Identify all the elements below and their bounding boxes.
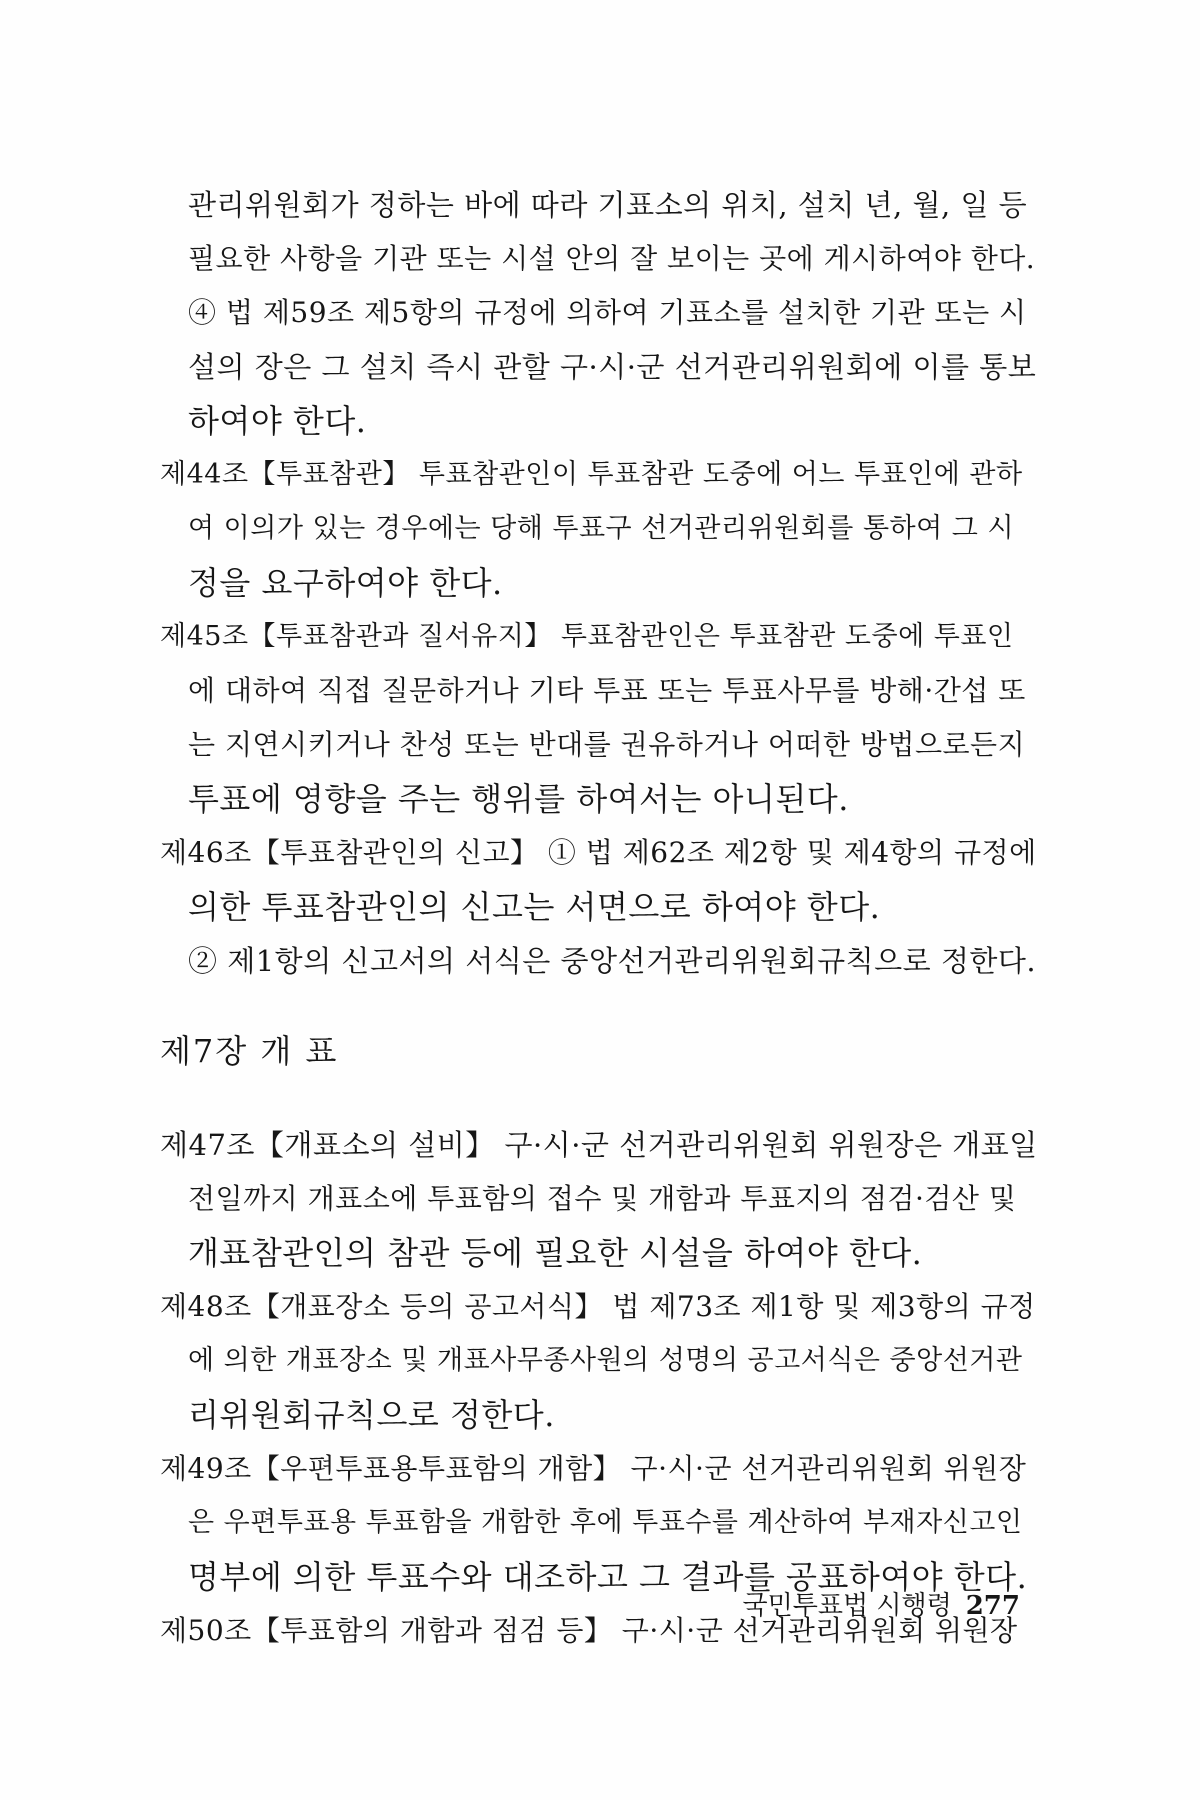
body-text: [160, 178, 1040, 1658]
running-title: 국민투표법 시행령: [742, 1591, 952, 1621]
text-line: 리위원회규칙으로 정한다.: [188, 1396, 555, 1434]
page-footer: [700, 1586, 1020, 1626]
text-line: 전일까지 개표소에 투표함의 접수 및 개함과 투표지의 점검·검산 및: [188, 1182, 1017, 1215]
page-number: 277: [965, 1591, 1020, 1621]
text-line: 제47조【개표소의 설비】 구·시·군 선거관리위원회 위원장은 개표일: [160, 1128, 1038, 1162]
text-section-bottom: [160, 1118, 1040, 1658]
text-line: 제45조【투표참관과 질서유지】 투표참관인은 투표참관 도중에 투표인: [160, 621, 1014, 652]
text-line: 제48조【개표장소 등의 공고서식】 법 제73조 제1항 및 제3항의 규정: [160, 1290, 1036, 1323]
text-line: ② 제1항의 신고서의 서식은 중앙선거관리위원회규칙으로 정한다.: [188, 944, 1037, 978]
text-line: 제44조【투표참관】 투표참관인이 투표참관 도중에 어느 투표인에 관하: [160, 459, 1023, 490]
text-line: 제46조【투표참관인의 신고】 ① 법 제62조 제2항 및 제4항의 규정에: [160, 836, 1037, 869]
text-line: ④ 법 제59조 제5항의 규정에 의하여 기표소를 설치한 기관 또는 시: [188, 296, 1027, 329]
text-line: 제50조【투표함의 개함과 점검 등】 구·시·군 선거관리위원회 위원장: [160, 1614, 1018, 1647]
text-section-top: [160, 178, 1040, 988]
chapter-title: 제7장 개 표: [160, 1032, 339, 1070]
text-line: 개표참관인의 참관 등에 필요한 시설을 하여야 한다.: [188, 1234, 923, 1272]
text-line: 하여야 한다.: [188, 402, 367, 440]
text-line: 에 대하여 직접 질문하거나 기타 투표 또는 투표사무를 방해·간섭 또: [188, 674, 1026, 707]
text-line: 제49조【우편투표용투표함의 개함】 구·시·군 선거관리위원회 위원장: [160, 1452, 1027, 1485]
text-line: 명부에 의한 투표수와 대조하고 그 결과를 공표하여야 한다.: [188, 1558, 1028, 1596]
text-line: 관리위원회가 정하는 바에 따라 기표소의 위치, 설치 년, 월, 일 등: [188, 188, 1028, 222]
text-line: 정을 요구하여야 한다.: [188, 564, 503, 602]
text-line: 은 우편투표용 투표함을 개함한 후에 투표수를 계산하여 부재자신고인: [188, 1507, 1023, 1538]
text-line: 투표에 영향을 주는 행위를 하여서는 아니된다.: [188, 780, 849, 818]
text-line: 필요한 사항을 기관 또는 시설 안의 잘 보이는 곳에 게시하여야 한다.: [188, 242, 1036, 275]
text-line: 설의 장은 그 설치 즉시 관할 구·시·군 선거관리위원회에 이를 통보: [188, 350, 1037, 384]
text-line: 는 지연시키거나 찬성 또는 반대를 권유하거나 어떠한 방법으로든지: [188, 728, 1026, 761]
text-line: 여 이의가 있는 경우에는 당해 투표구 선거관리위원회를 통하여 그 시: [188, 513, 1015, 544]
text-line: 의한 투표참관인의 신고는 서면으로 하여야 한다.: [188, 888, 881, 926]
text-line: 에 의한 개표장소 및 개표사무종사원의 성명의 공고서식은 중앙선거관: [188, 1345, 1023, 1376]
